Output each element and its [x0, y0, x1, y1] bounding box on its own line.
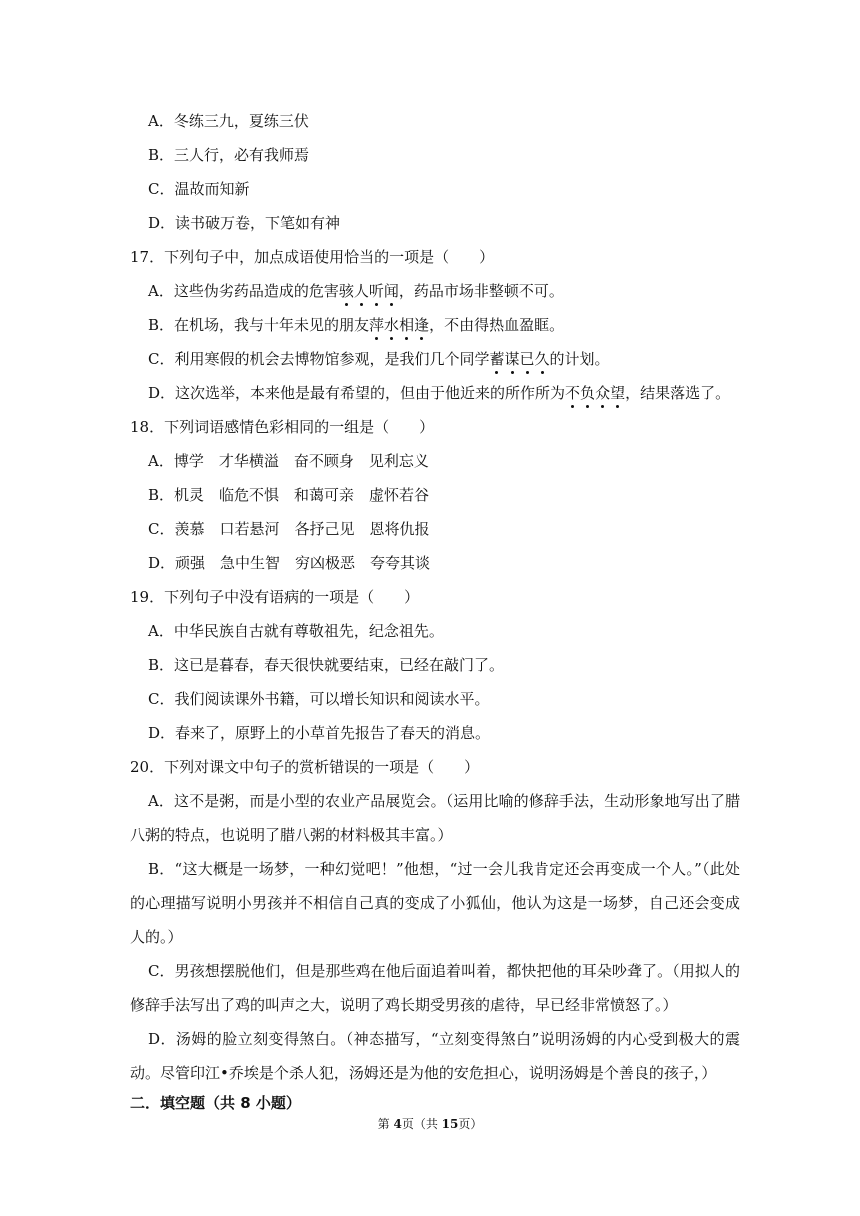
q18-option-a: A．博学 才华横溢 奋不顾身 见利忘义: [148, 452, 429, 470]
page-footer: 第 4页（共 15页）: [377, 1117, 483, 1131]
q16-option-b: B．三人行，必有我师焉: [148, 146, 310, 164]
q16-option-d: D．读书破万卷，下笔如有神: [148, 214, 341, 232]
q20-stem: 20．下列对课文中句子的赏析错误的一项是（ ）: [130, 758, 480, 776]
q19-option-c: C．我们阅读课外书籍，可以增长知识和阅读水平。: [148, 690, 490, 708]
q17-option-d: D．这次选举，本来他是最有希望的，但由于他近来的所作所为不负众望，结果落选了。: [148, 384, 731, 402]
q19-option-b: B．这已是暮春，春天很快就要结束，已经在敲门了。: [148, 656, 505, 674]
q17-option-c: C．利用寒假的机会去博物馆参观，是我们几个同学蓄谋已久的计划。: [148, 350, 610, 368]
q17-stem: 17．下列句子中，加点成语使用恰当的一项是（ ）: [130, 248, 495, 266]
q20-option-d: D．汤姆的脸立刻变得煞白。（神态描写，“立刻变得煞白”说明汤姆的内心受到极大的震动。尽管印江•乔埃是个杀人犯，汤姆还是为他的安危担心，说明汤姆是个善良的孩子，）: [130, 1030, 740, 1082]
q19-stem: 19．下列句子中没有语病的一项是（ ）: [130, 588, 420, 606]
q16-option-c: C．温故而知新: [148, 180, 250, 198]
q20-option-b: B．“这大概是一场梦，一种幻觉吧！”他想，“过一会儿我肯定还会再变成一个人。”（此处的心理描写说明小男孩并不相信自己真的变成了小狐仙，他认为这是一场梦，自己还会变成人的。）: [130, 860, 740, 946]
q17-option-a: A．这些伪劣药品造成的危害骇人听闻，药品市场非整顿不可。: [148, 282, 564, 300]
q18-option-c: C．羡慕 口若悬河 各抒己见 恩将仇报: [148, 520, 430, 538]
q19-option-a: A．中华民族自古就有尊敬祖先，纪念祖先。: [148, 622, 444, 640]
q18-stem: 18．下列词语感情色彩相同的一组是（ ）: [130, 418, 435, 436]
q16-option-a: A．冬练三九，夏练三伏: [148, 112, 309, 130]
q20-option-c: C．男孩想摆脱他们，但是那些鸡在他后面追着叫着，都快把他的耳朵吵聋了。（用拟人的修辞手法写出了鸡的叫声之大，说明了鸡长期受男孩的虐待，早已经非常愤怒了。）: [130, 962, 740, 1014]
q18-option-b: B．机灵 临危不惧 和蔼可亲 虚怀若谷: [148, 486, 430, 504]
section-heading: 二．填空题（共 8 小题）: [130, 1094, 301, 1112]
q19-option-d: D．春来了，原野上的小草首先报告了春天的消息。: [148, 724, 491, 742]
q18-option-d: D．顽强 急中生智 穷凶极恶 夸夸其谈: [148, 554, 431, 572]
q17-option-b: B．在机场，我与十年未见的朋友萍水相逢，不由得热血盈眶。: [148, 316, 565, 334]
current-page-number: 4: [393, 1117, 402, 1131]
total-page-count: 15: [441, 1117, 459, 1131]
q20-option-a: A．这不是粥，而是小型的农业产品展览会。（运用比喻的修辞手法，生动形象地写出了腊八粥的特点，也说明了腊八粥的材料极其丰富。）: [130, 792, 740, 844]
